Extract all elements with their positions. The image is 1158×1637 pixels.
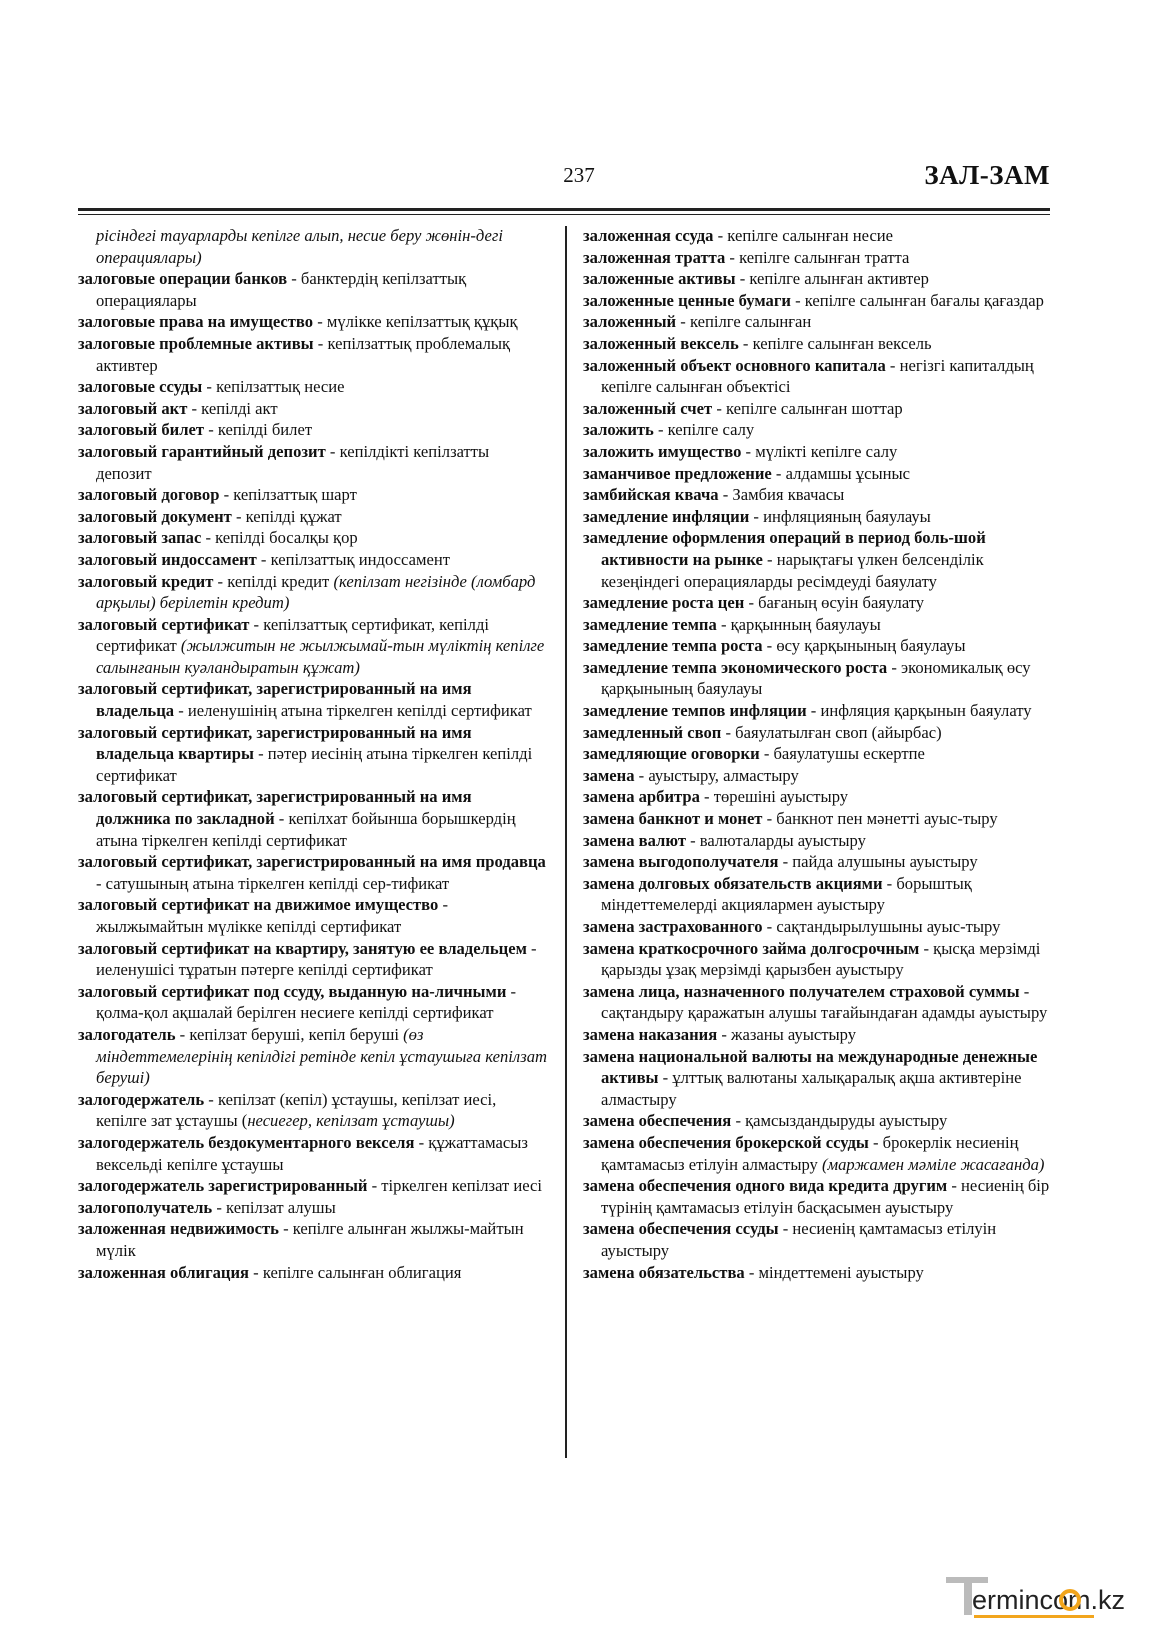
entry-term: залоговый сертификат, зарегистрированный на имя владельца bbox=[78, 679, 472, 721]
entry-definition: - кепілзаттық проблемалық активтер bbox=[96, 333, 511, 375]
entry-term: замена лица, назначенного получателем страховой суммы bbox=[583, 981, 1020, 1001]
dictionary-entry bbox=[583, 484, 1055, 506]
dictionary-entry bbox=[583, 786, 1055, 808]
dictionary-entry bbox=[78, 938, 548, 981]
entry-term: залоговые ссуды bbox=[78, 377, 203, 397]
entry-term: залоговый билет bbox=[78, 420, 205, 440]
svg-text:ermincom.kz: ermincom.kz bbox=[972, 1585, 1126, 1615]
dictionary-entry bbox=[78, 571, 548, 614]
dictionary-entry bbox=[78, 1175, 548, 1197]
dictionary-entry bbox=[78, 484, 548, 506]
dictionary-entry bbox=[583, 1110, 1055, 1132]
entry-term: замбийская квача bbox=[583, 485, 719, 505]
entry-definition: - несиенің бір түрінің қамтамасыз етілуін басқасымен ауыстыру bbox=[601, 1176, 1050, 1217]
entry-definition: - құжаттамасыз вексельді кепілге ұстаушы bbox=[96, 1132, 528, 1174]
dictionary-entry bbox=[583, 700, 1055, 722]
entry-definition: - сақтандырылушыны ауыс-тыру bbox=[762, 917, 1001, 936]
entry-term: залогодержатель зарегистрированный bbox=[78, 1176, 368, 1196]
entry-term: замедление оформления операций в период боль-шой активности на рынке bbox=[583, 528, 986, 569]
entry-term: замена долговых обязательств акциями bbox=[583, 873, 883, 893]
entry-term: замедление роста цен bbox=[583, 593, 745, 613]
entry-definition: - борыштық міндеттемелерді акциялармен ауыстыру bbox=[601, 873, 972, 915]
entry-term: залоговый документ bbox=[78, 506, 232, 526]
dictionary-entry bbox=[583, 355, 1055, 398]
entry-term: залогодержатель bbox=[78, 1089, 205, 1109]
dictionary-entry bbox=[78, 894, 548, 937]
entry-definition: - алдамшы ұсыныс bbox=[771, 463, 910, 483]
dictionary-entry bbox=[78, 1089, 548, 1132]
entry-definition: - кепілзат алушы bbox=[212, 1197, 336, 1217]
entry-term: залоговый сертификат на квартиру, занятую ее владельцем bbox=[78, 938, 527, 958]
dictionary-entry bbox=[583, 851, 1055, 873]
entry-term: залоговые права на имущество bbox=[78, 312, 314, 332]
entry-term: заложить имущество bbox=[583, 441, 742, 461]
dictionary-entry bbox=[78, 549, 548, 571]
dictionary-entry bbox=[583, 743, 1055, 765]
entry-note: рісіндегі тауарларды кепілге алып, несие беру жөнін-дегі операциялары) bbox=[96, 226, 503, 267]
termincom-logo bbox=[942, 1571, 1142, 1627]
dictionary-entry bbox=[583, 268, 1055, 290]
dictionary-entry bbox=[583, 247, 1055, 269]
entry-term: замедление инфляции bbox=[583, 506, 750, 526]
entry-term: залоговый сертификат, зарегистрированный на имя владельца квартиры bbox=[78, 722, 472, 764]
left-column bbox=[78, 225, 548, 1283]
entry-term: залогодержатель бездокументарного векселя bbox=[78, 1132, 415, 1152]
entry-definition: - иеленушісі тұратын пәтерге кепілді сертификат bbox=[96, 938, 537, 980]
dictionary-entry bbox=[78, 1262, 548, 1284]
column-divider bbox=[565, 226, 567, 1458]
entry-definition: - экономикалық өсу қарқынының баяулауы bbox=[601, 657, 1031, 699]
entry-term: заманчивое предложение bbox=[583, 463, 772, 483]
entry-definition: - банкнот пен мәнетті ауыс-тыру bbox=[762, 809, 998, 829]
entry-term: залоговый индоссамент bbox=[78, 549, 257, 569]
dictionary-entry bbox=[583, 657, 1055, 700]
entry-term: заложенные активы bbox=[583, 269, 736, 289]
entry-definition: - кепілхат бойынша борышкердің атына тіркелген кепілді сертификат bbox=[96, 809, 516, 850]
entry-definition: - кепілзаттық сертификат, кепілді сертификат bbox=[96, 614, 489, 656]
dictionary-entry bbox=[583, 311, 1055, 333]
entry-term: залогодатель bbox=[78, 1024, 176, 1044]
entry-definition: - брокерлік несиенің қамтамасыз етілуін алмастыру bbox=[601, 1132, 1019, 1174]
entry-term: залоговый сертификат, зарегистрированный на имя продавца bbox=[78, 852, 546, 872]
entry-definition: - қарқынның баяулауы bbox=[716, 614, 881, 634]
entry-definition: - кепілзат беруші, кепіл беруші bbox=[175, 1024, 404, 1044]
entry-term: заложить bbox=[583, 420, 654, 440]
entry-definition: - кепілге салынған несие bbox=[713, 226, 894, 245]
entry-definition: - кепілді акт bbox=[187, 398, 278, 418]
dictionary-entry bbox=[78, 376, 548, 398]
entry-definition: - кепілге алынған жылжы-майтын мүлік bbox=[96, 1219, 524, 1260]
entry-definition: - тіркелген кепілзат иесі bbox=[367, 1176, 543, 1196]
entry-term: замена обеспечения ссуды bbox=[583, 1219, 779, 1239]
dictionary-entry bbox=[583, 1175, 1055, 1218]
dictionary-entry bbox=[78, 333, 548, 376]
entry-definition: - кепілге салынған облигация bbox=[249, 1262, 462, 1282]
entry-definition: - жазаны ауыстыру bbox=[717, 1024, 857, 1044]
entry-definition: - баяулатылған своп (айырбас) bbox=[721, 722, 942, 742]
entry-term: замена обеспечения bbox=[583, 1111, 732, 1131]
dictionary-entry bbox=[78, 981, 548, 1024]
dictionary-entry bbox=[78, 527, 548, 549]
entry-term: заложенный вексель bbox=[583, 333, 739, 353]
entry-note: несиегер, кепілзат ұстаушы) bbox=[247, 1111, 455, 1131]
entry-term: замедление темпов инфляции bbox=[583, 701, 807, 721]
entry-definition: - сақтандыру қаражатын алушы тағайындаған адамды ауыстыру bbox=[601, 981, 1048, 1023]
dictionary-entry bbox=[583, 527, 1055, 592]
entry-term: залоговый кредит bbox=[78, 571, 214, 591]
entry-term: замена выгодополучателя bbox=[583, 852, 779, 872]
entry-term: замедленный своп bbox=[583, 722, 722, 742]
entry-term: замена обеспечения одного вида кредита другим bbox=[583, 1176, 948, 1196]
dictionary-entry bbox=[78, 851, 548, 894]
entry-definition: - міндеттемені ауыстыру bbox=[744, 1262, 924, 1282]
entry-definition: - кепілзаттық индоссамент bbox=[256, 549, 450, 569]
entry-term: залоговые операции банков bbox=[78, 269, 288, 289]
header-rule-thin bbox=[78, 214, 1050, 215]
entry-note: (өз міндеттемелерінің кепілдігі ретінде кепіл ұстаушыға кепілзат беруші) bbox=[96, 1024, 548, 1088]
entry-definition: - негізгі капиталдың кепілге салынған объектісі bbox=[601, 355, 1034, 397]
dictionary-entry bbox=[78, 1024, 548, 1089]
dictionary-entry bbox=[583, 290, 1055, 312]
dictionary-entry bbox=[78, 722, 548, 787]
dictionary-entry bbox=[78, 1197, 548, 1219]
entry-definition: - кепілзат (кепіл) ұстаушы, кепілзат иесі, кепілге зат ұстаушы ( bbox=[96, 1089, 497, 1131]
entry-term: замедление темпа экономического роста bbox=[583, 657, 888, 677]
entry-definition: - өсу қарқынының баяулауы bbox=[762, 636, 966, 656]
entry-definition: - қолма-қол ақшалай берілген несиеге кепілді сертификат bbox=[96, 981, 517, 1023]
entry-definition: - мүлікке кепілзаттық құқық bbox=[313, 312, 518, 332]
entry-definition: - кепілдікті кепілзатты депозит bbox=[96, 441, 490, 483]
entry-term: залогополучатель bbox=[78, 1197, 213, 1217]
entry-term: залоговый договор bbox=[78, 485, 220, 505]
dictionary-entry bbox=[78, 506, 548, 528]
entry-note: (жылжитын не жылжымай-тын мүліктің кепілге салынғанын куәландыратын құжат) bbox=[96, 636, 545, 677]
entry-term: замена обязательства bbox=[583, 1262, 745, 1282]
entry-definition: - сатушының атына тіркелген кепілді сер-тификат bbox=[96, 873, 450, 893]
dictionary-entry bbox=[583, 916, 1055, 938]
dictionary-entry bbox=[583, 808, 1055, 830]
entry-definition: - кепілге салынған вексель bbox=[738, 333, 932, 353]
entry-term: замена наказания bbox=[583, 1024, 718, 1044]
dictionary-entry bbox=[78, 311, 548, 333]
entry-term: заложенная тратта bbox=[583, 247, 726, 267]
entry-term: замена арбитра bbox=[583, 787, 700, 807]
dictionary-entry bbox=[583, 592, 1055, 614]
entry-term: заложенный счет bbox=[583, 398, 713, 418]
entry-definition: - ауыстыру, алмастыру bbox=[634, 765, 799, 785]
dictionary-entry bbox=[583, 614, 1055, 636]
dictionary-entry bbox=[583, 981, 1055, 1024]
dictionary-entry bbox=[583, 419, 1055, 441]
entry-term: залоговый акт bbox=[78, 398, 188, 418]
entry-definition: - кепілзаттық несие bbox=[202, 377, 345, 397]
entry-definition: - Замбия квачасы bbox=[718, 485, 845, 505]
entry-definition: - кепілді билет bbox=[204, 420, 313, 440]
page-number: 237 bbox=[563, 163, 595, 187]
entry-definition: - кепілге салынған bbox=[676, 312, 812, 332]
dictionary-entry bbox=[78, 225, 548, 268]
dictionary-entry bbox=[583, 1024, 1055, 1046]
entry-term: замена краткосрочного займа долгосрочным bbox=[583, 938, 920, 958]
entry-definition: - несиенің қамтамасыз етілуін ауыстыру bbox=[601, 1219, 997, 1260]
entry-definition: - кепілге алынған активтер bbox=[735, 269, 929, 289]
dictionary-entry bbox=[583, 1262, 1055, 1284]
entry-definition: - кепілге салынған тратта bbox=[725, 247, 910, 267]
entry-term: залоговый запас bbox=[78, 528, 202, 548]
entry-term: залоговые проблемные активы bbox=[78, 333, 314, 353]
dictionary-entry bbox=[583, 506, 1055, 528]
entry-definition: - төрешіні ауыстыру bbox=[699, 787, 849, 807]
entry-definition: - бағаның өсуін баяулату bbox=[744, 593, 925, 613]
entry-term: замена обеспечения брокерской ссуды bbox=[583, 1132, 869, 1152]
entry-term: залоговый сертификат, зарегистрированный на имя должника по закладной bbox=[78, 787, 472, 829]
entry-term: залоговый сертификат под ссуду, выданную на-личными bbox=[78, 981, 507, 1001]
right-column bbox=[583, 225, 1055, 1283]
entry-term: замена банкнот и монет bbox=[583, 809, 763, 829]
entry-definition: - пәтер иесінің атына тіркелген кепілді сертификат bbox=[96, 744, 533, 785]
dictionary-entry bbox=[78, 1132, 548, 1175]
entry-definition: - кепілзаттық шарт bbox=[219, 485, 357, 505]
entry-definition: - кепілге салынған шоттар bbox=[712, 398, 903, 418]
entry-definition: - ұлттық валютаны халықаралық ақша активтеріне алмастыру bbox=[601, 1068, 1022, 1109]
entry-term: заложенная ссуда bbox=[583, 226, 714, 245]
entry-term: заложенный bbox=[583, 312, 677, 332]
dictionary-entry bbox=[583, 398, 1055, 420]
dictionary-entry bbox=[583, 722, 1055, 744]
dictionary-entry bbox=[583, 333, 1055, 355]
entry-definition: - инфляцияның баяулауы bbox=[749, 506, 931, 526]
entry-term: замена национальной валюты на международные денежные активы bbox=[583, 1046, 1038, 1088]
entry-note: (маржамен мәміле жасағанда) bbox=[822, 1154, 1045, 1174]
entry-term: замена валют bbox=[583, 830, 686, 850]
entry-definition: - пайда алушыны ауыстыру bbox=[778, 852, 978, 872]
entry-term: залоговый гарантийный депозит bbox=[78, 441, 326, 461]
dictionary-entry bbox=[78, 441, 548, 484]
dictionary-entry bbox=[583, 225, 1055, 247]
dictionary-entry bbox=[583, 1046, 1055, 1111]
entry-definition: - баяулатушы ескертпе bbox=[759, 744, 925, 764]
entry-definition: - иеленушінің атына тіркелген кепілді сертификат bbox=[174, 701, 532, 721]
dictionary-entry bbox=[583, 1132, 1055, 1175]
entry-definition: - валюталарды ауыстыру bbox=[685, 830, 866, 850]
dictionary-entry bbox=[78, 268, 548, 311]
dictionary-entry bbox=[583, 635, 1055, 657]
entry-definition: - инфляция қарқынын баяулату bbox=[806, 701, 1032, 721]
entry-definition: - кепілге салынған бағалы қағаздар bbox=[790, 290, 1044, 310]
entry-term: заложенная облигация bbox=[78, 1262, 250, 1282]
entry-definition: - қамсыздандыруды ауыстыру bbox=[731, 1111, 948, 1131]
entry-term: заложенные ценные бумаги bbox=[583, 290, 791, 310]
entry-definition: - кепілді босалқы қор bbox=[201, 528, 358, 548]
entry-term: заложенная недвижимость bbox=[78, 1219, 279, 1239]
entry-definition: - кепілді құжат bbox=[231, 506, 342, 526]
dictionary-entry bbox=[583, 873, 1055, 916]
entry-term: замена bbox=[583, 765, 635, 785]
entry-term: замедление темпа роста bbox=[583, 636, 763, 656]
dictionary-entry bbox=[583, 1218, 1055, 1261]
entry-definition: - жылжымайтын мүлікке кепілді сертификат bbox=[96, 895, 449, 936]
dictionary-entry bbox=[583, 765, 1055, 787]
dictionary-entry bbox=[78, 678, 548, 721]
entry-note: (кепілзат негізінде (ломбард арқылы) берілетін кредит) bbox=[96, 571, 536, 613]
dictionary-entry bbox=[78, 614, 548, 679]
entry-term: заложенный объект основного капитала bbox=[583, 355, 886, 375]
dictionary-entry bbox=[78, 419, 548, 441]
entry-term: замедление темпа bbox=[583, 614, 717, 634]
entry-term: залоговый сертификат bbox=[78, 614, 250, 634]
dictionary-entry bbox=[78, 1218, 548, 1261]
entry-definition: - қысқа мерзімді қарызды ұзақ мерзімді қарызбен ауыстыру bbox=[601, 938, 1041, 980]
dictionary-entry bbox=[583, 441, 1055, 463]
entry-definition: - кепілді кредит bbox=[213, 571, 334, 591]
entry-definition: - нарықтағы үлкен белсенділік кезеңіндегі операцияларды ресімдеуді баяулату bbox=[601, 549, 984, 591]
entry-definition: - кепілге салу bbox=[653, 420, 755, 440]
entry-term: залоговый сертификат на движимое имущество bbox=[78, 895, 439, 915]
entry-term: замедляющие оговорки bbox=[583, 744, 760, 764]
entry-term: замена застрахованного bbox=[583, 917, 763, 936]
dictionary-entry bbox=[583, 938, 1055, 981]
header-rule-thick bbox=[78, 208, 1050, 211]
dictionary-entry bbox=[78, 398, 548, 420]
entry-definition: - банктердің кепілзаттық операциялары bbox=[96, 269, 467, 310]
dictionary-entry bbox=[583, 830, 1055, 852]
dictionary-entry bbox=[78, 786, 548, 851]
entry-definition: - мүлікті кепілге салу bbox=[741, 441, 898, 461]
section-title: ЗАЛ-ЗАМ bbox=[924, 160, 1050, 190]
dictionary-entry bbox=[583, 463, 1055, 485]
